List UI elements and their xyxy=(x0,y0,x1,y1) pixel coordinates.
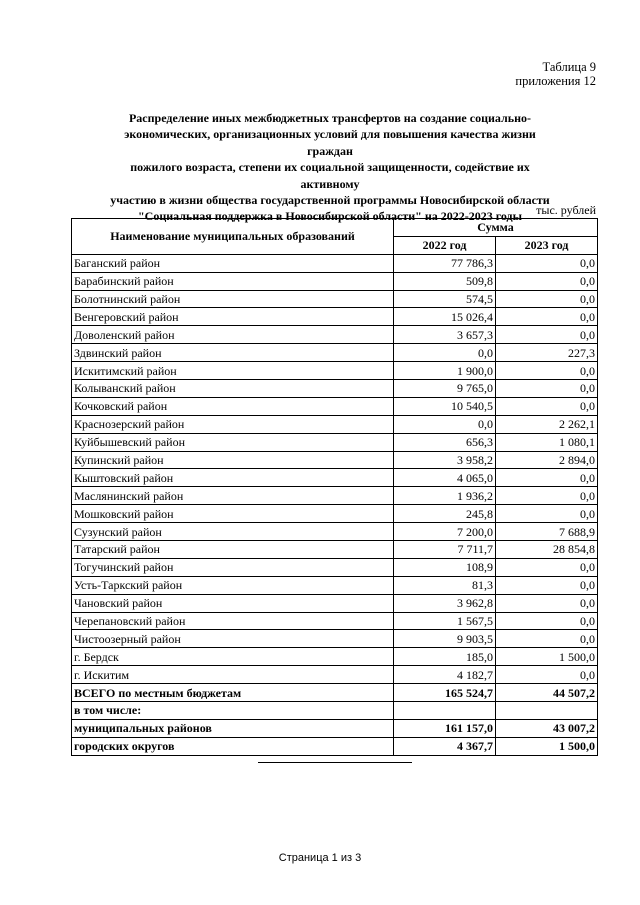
cell-2023 xyxy=(496,702,598,720)
cell-2023: 0,0 xyxy=(496,576,598,594)
cell-2022: 656,3 xyxy=(394,433,496,451)
cell-2022: 4 182,7 xyxy=(394,666,496,684)
table-row xyxy=(72,612,598,630)
title-line: Распределение иных межбюджетных трансфертов на создание социально- xyxy=(128,111,532,125)
cell-2023: 0,0 xyxy=(496,272,598,290)
cell-name: Чановский район xyxy=(72,594,394,612)
cell-2022: 0,0 xyxy=(394,415,496,433)
table-row xyxy=(72,290,598,308)
title-line: "Социальная поддержка в Новосибирской области" на 2022-2023 годы xyxy=(137,209,522,224)
cell-2022: 1 936,2 xyxy=(394,487,496,505)
header-2023: 2023 год xyxy=(496,236,598,254)
cell-name: Баганский район xyxy=(72,254,394,272)
cell-2023: 1 500,0 xyxy=(496,648,598,666)
cell-2022: 574,5 xyxy=(394,290,496,308)
table-reference xyxy=(515,60,596,88)
table-row xyxy=(72,630,598,648)
cell-name: Чистоозерный район xyxy=(72,630,394,648)
title-line: экономических, организационных условий для повышения качества жизни граждан xyxy=(124,127,536,158)
cell-name: Тогучинский район xyxy=(72,558,394,576)
cell-2022: 3 958,2 xyxy=(394,451,496,469)
cell-2022: 245,8 xyxy=(394,505,496,523)
title-line: участию в жизни общества государственной программы Новосибирской области xyxy=(110,193,550,208)
appendix-number: приложения 12 xyxy=(515,74,596,88)
cell-name: Доволенский район xyxy=(72,326,394,344)
table-row xyxy=(72,648,598,666)
cell-2023: 44 507,2 xyxy=(496,684,598,702)
cell-name: Кыштовский район xyxy=(72,469,394,487)
total-row xyxy=(72,702,598,720)
table-row xyxy=(72,362,598,380)
cell-2023: 227,3 xyxy=(496,344,598,362)
table-number: Таблица 9 xyxy=(542,60,596,74)
cell-name: Барабинский район xyxy=(72,272,394,290)
cell-2023: 0,0 xyxy=(496,290,598,308)
cell-2023: 2 894,0 xyxy=(496,451,598,469)
cell-2022: 15 026,4 xyxy=(394,308,496,326)
cell-2023: 0,0 xyxy=(496,380,598,398)
cell-2022: 7 711,7 xyxy=(394,541,496,559)
cell-2023: 0,0 xyxy=(496,326,598,344)
total-row xyxy=(72,719,598,737)
cell-name: Сузунский район xyxy=(72,523,394,541)
cell-2022: 1 900,0 xyxy=(394,362,496,380)
cell-2023: 0,0 xyxy=(496,666,598,684)
table-row xyxy=(72,451,598,469)
cell-name: Здвинский район xyxy=(72,344,394,362)
cell-name: ВСЕГО по местным бюджетам xyxy=(72,684,394,702)
table-row xyxy=(72,326,598,344)
cell-2022: 3 962,8 xyxy=(394,594,496,612)
cell-name: Мошковский район xyxy=(72,505,394,523)
cell-2023: 0,0 xyxy=(496,630,598,648)
cell-name: Черепановский район xyxy=(72,612,394,630)
cell-2022: 0,0 xyxy=(394,344,496,362)
cell-2023: 7 688,9 xyxy=(496,523,598,541)
table-row xyxy=(72,594,598,612)
page-footer: Страница 1 из 3 xyxy=(278,852,362,864)
cell-2023: 2 262,1 xyxy=(496,415,598,433)
cell-2022: 185,0 xyxy=(394,648,496,666)
table-row xyxy=(72,254,598,272)
cell-2022 xyxy=(394,702,496,720)
cell-2022: 4 065,0 xyxy=(394,469,496,487)
table-row xyxy=(72,397,598,415)
table-row xyxy=(72,523,598,541)
total-row xyxy=(72,737,598,755)
cell-2023: 0,0 xyxy=(496,558,598,576)
table-row xyxy=(72,505,598,523)
cell-name: Куйбышевский район xyxy=(72,433,394,451)
cell-2022: 9 765,0 xyxy=(394,380,496,398)
header-2022: 2022 год xyxy=(394,236,496,254)
cell-2023: 0,0 xyxy=(496,612,598,630)
table-row xyxy=(72,433,598,451)
table-row xyxy=(72,469,598,487)
cell-name: Кочковский район xyxy=(72,397,394,415)
table-row xyxy=(72,576,598,594)
cell-2023: 0,0 xyxy=(496,362,598,380)
cell-name: Татарский район xyxy=(72,541,394,559)
cell-name: в том числе: xyxy=(72,702,394,720)
table-row xyxy=(72,558,598,576)
cell-2023: 0,0 xyxy=(496,594,598,612)
cell-2022: 77 786,3 xyxy=(394,254,496,272)
cell-2022: 4 367,7 xyxy=(394,737,496,755)
table-row xyxy=(72,415,598,433)
table-row xyxy=(72,487,598,505)
cell-name: г. Бердск xyxy=(72,648,394,666)
cell-2023: 1 500,0 xyxy=(496,737,598,755)
cell-name: Усть-Таркский район xyxy=(72,576,394,594)
cell-name: Колыванский район xyxy=(72,380,394,398)
cell-name: Болотнинский район xyxy=(72,290,394,308)
cell-2022: 3 657,3 xyxy=(394,326,496,344)
cell-2023: 0,0 xyxy=(496,505,598,523)
cell-2022: 81,3 xyxy=(394,576,496,594)
cell-2022: 161 157,0 xyxy=(394,719,496,737)
title-line: пожилого возраста, степени их социальной защищенности, содействие их активному xyxy=(130,160,530,191)
cell-2022: 165 524,7 xyxy=(394,684,496,702)
separator-line xyxy=(258,762,412,763)
cell-2023: 0,0 xyxy=(496,308,598,326)
document-title xyxy=(100,110,560,225)
cell-2022: 108,9 xyxy=(394,558,496,576)
cell-name: г. Искитим xyxy=(72,666,394,684)
cell-2023: 28 854,8 xyxy=(496,541,598,559)
cell-name: Краснозерский район xyxy=(72,415,394,433)
cell-name: Венгеровский район xyxy=(72,308,394,326)
cell-2023: 0,0 xyxy=(496,254,598,272)
cell-2023: 43 007,2 xyxy=(496,719,598,737)
table-row xyxy=(72,541,598,559)
cell-name: городских округов xyxy=(72,737,394,755)
header-name: Наименование муниципальных образований xyxy=(72,219,394,255)
cell-2023: 0,0 xyxy=(496,397,598,415)
cell-name: Маслянинский район xyxy=(72,487,394,505)
table-row xyxy=(72,344,598,362)
cell-name: муниципальных районов xyxy=(72,719,394,737)
total-row xyxy=(72,684,598,702)
table-row xyxy=(72,272,598,290)
table-row xyxy=(72,308,598,326)
cell-2023: 0,0 xyxy=(496,469,598,487)
cell-2022: 10 540,5 xyxy=(394,397,496,415)
cell-2023: 1 080,1 xyxy=(496,433,598,451)
table-row xyxy=(72,380,598,398)
cell-2022: 509,8 xyxy=(394,272,496,290)
cell-name: Искитимский район xyxy=(72,362,394,380)
table-body xyxy=(72,254,598,755)
units-label: тыс. рублей xyxy=(536,203,596,217)
cell-name: Купинский район xyxy=(72,451,394,469)
cell-2022: 1 567,5 xyxy=(394,612,496,630)
cell-2022: 9 903,5 xyxy=(394,630,496,648)
header-sum: Сумма xyxy=(394,219,598,237)
table-row xyxy=(72,666,598,684)
distribution-table xyxy=(71,218,598,756)
cell-2022: 7 200,0 xyxy=(394,523,496,541)
cell-2023: 0,0 xyxy=(496,487,598,505)
